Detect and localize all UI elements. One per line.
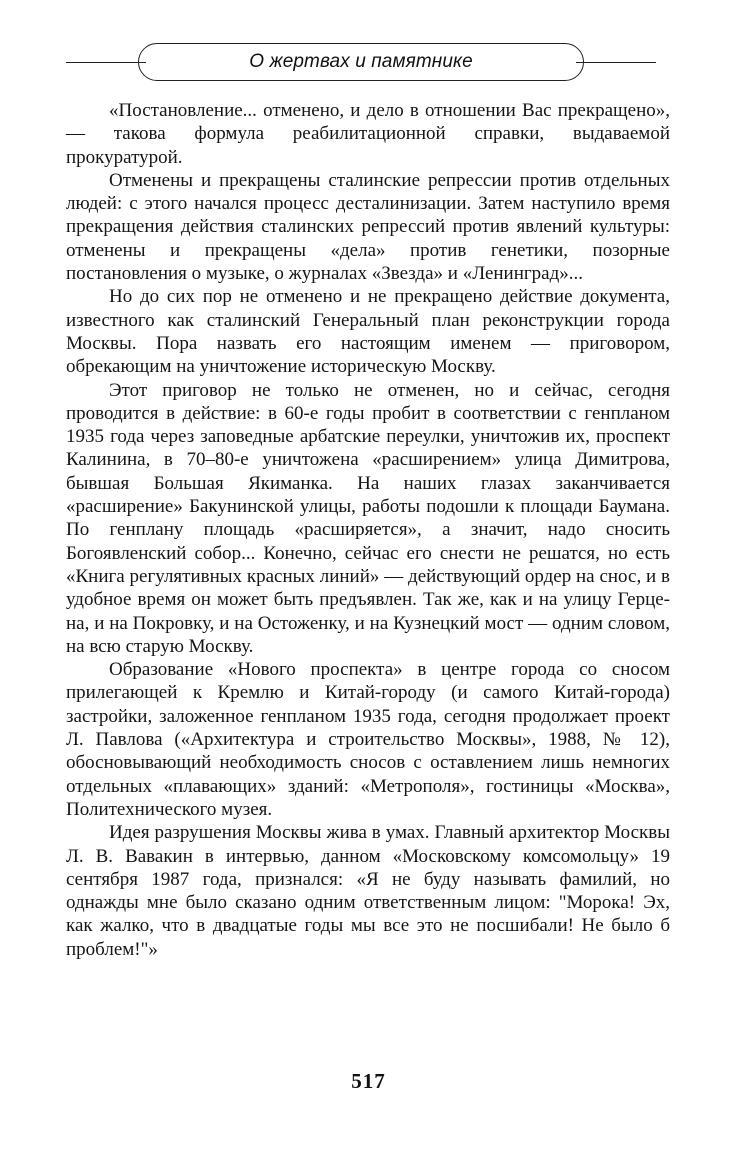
paragraph-3: Но до сих пор не отменено и не прекращено действие документа, известного как сталинский Генеральный план реконструкции города Москвы. Пора назвать его настоящим именем — приговором, обрекающим на уничтожение историческую Москву. bbox=[66, 286, 670, 378]
paragraph-6: Идея разрушения Москвы жива в умах. Главный архитектор Москвы Л. В. Вавакин в интервью, данном «Московскому комсомольцу» 19 сентября 1987 года, признался: «Я не буду называть фамилий, но однажды мне было сказано одним ответственным лицом: "Морока! Эх, как жалко, что в двадцатые годы мы все это не посшибали! Не было б проблем!"» bbox=[66, 822, 670, 960]
body-text bbox=[66, 99, 670, 961]
header-rule-left bbox=[66, 62, 146, 63]
paragraph-1: «Постановление... отменено, и дело в отношении Вас прекращено», — такова формула реабилитационной справки, выдаваемой прокуратурой. bbox=[66, 100, 670, 168]
running-header bbox=[66, 43, 656, 89]
page-number: 517 bbox=[351, 1069, 386, 1093]
running-header-title: О жертвах и памятнике bbox=[249, 51, 473, 72]
paragraph-4: Этот приговор не только не отменен, но и сейчас, сегодня проводится в действие: в 60-е годы пробит в соответствии с генпланом 1935 года через заповедные арбатские переулки, уничтожив их, проспект Калинина, в 70–80-е уничтожена «расширением» улица Димитрова, бывшая Большая Якиманка. На наших глазах заканчивается «расширение» Бакунинской улицы, работы подошли к площади Баумана. По генплану площадь «расширяется», а значит, надо сносить Богоявленский собор... Конечно, сейчас его снести не решатся, но есть «Книга регулятивных красных линий» — действующий ордер на снос, и в удобное время он может быть предъявлен. Так же, как и на улицу Герцена, и на Покровку, и на Остоженку, и на Кузнецкий мост — одним словом, на всю старую Москву. bbox=[66, 379, 670, 657]
paragraph-5: Образование «Нового проспекта» в центре города со сносом прилегающей к Кремлю и Китай-городу (и самого Китай-города) застройки, заложенное генпланом 1935 года, сегодня продолжает проект Л. Павлова («Архитектура и строительство Москвы», 1988, № 12), обосновывающий необходимость сносов с оставлением лишь немногих отдельных «плавающих» зданий: «Метрополя», гостиницы «Москва», Политехнического музея. bbox=[66, 659, 670, 820]
header-rule-right bbox=[576, 62, 656, 63]
header-title-frame bbox=[138, 43, 584, 81]
paragraph-2: Отменены и прекращены сталинские репрессии против отдельных людей: с этого начался процесс десталинизации. Затем наступило время прекращения действия сталинских репрессий против явлений культуры: отменены и прекращены «дела» против генетики, позорные постановления о музыке, о журналах «Звезда» и «Ленинград»... bbox=[66, 169, 670, 285]
